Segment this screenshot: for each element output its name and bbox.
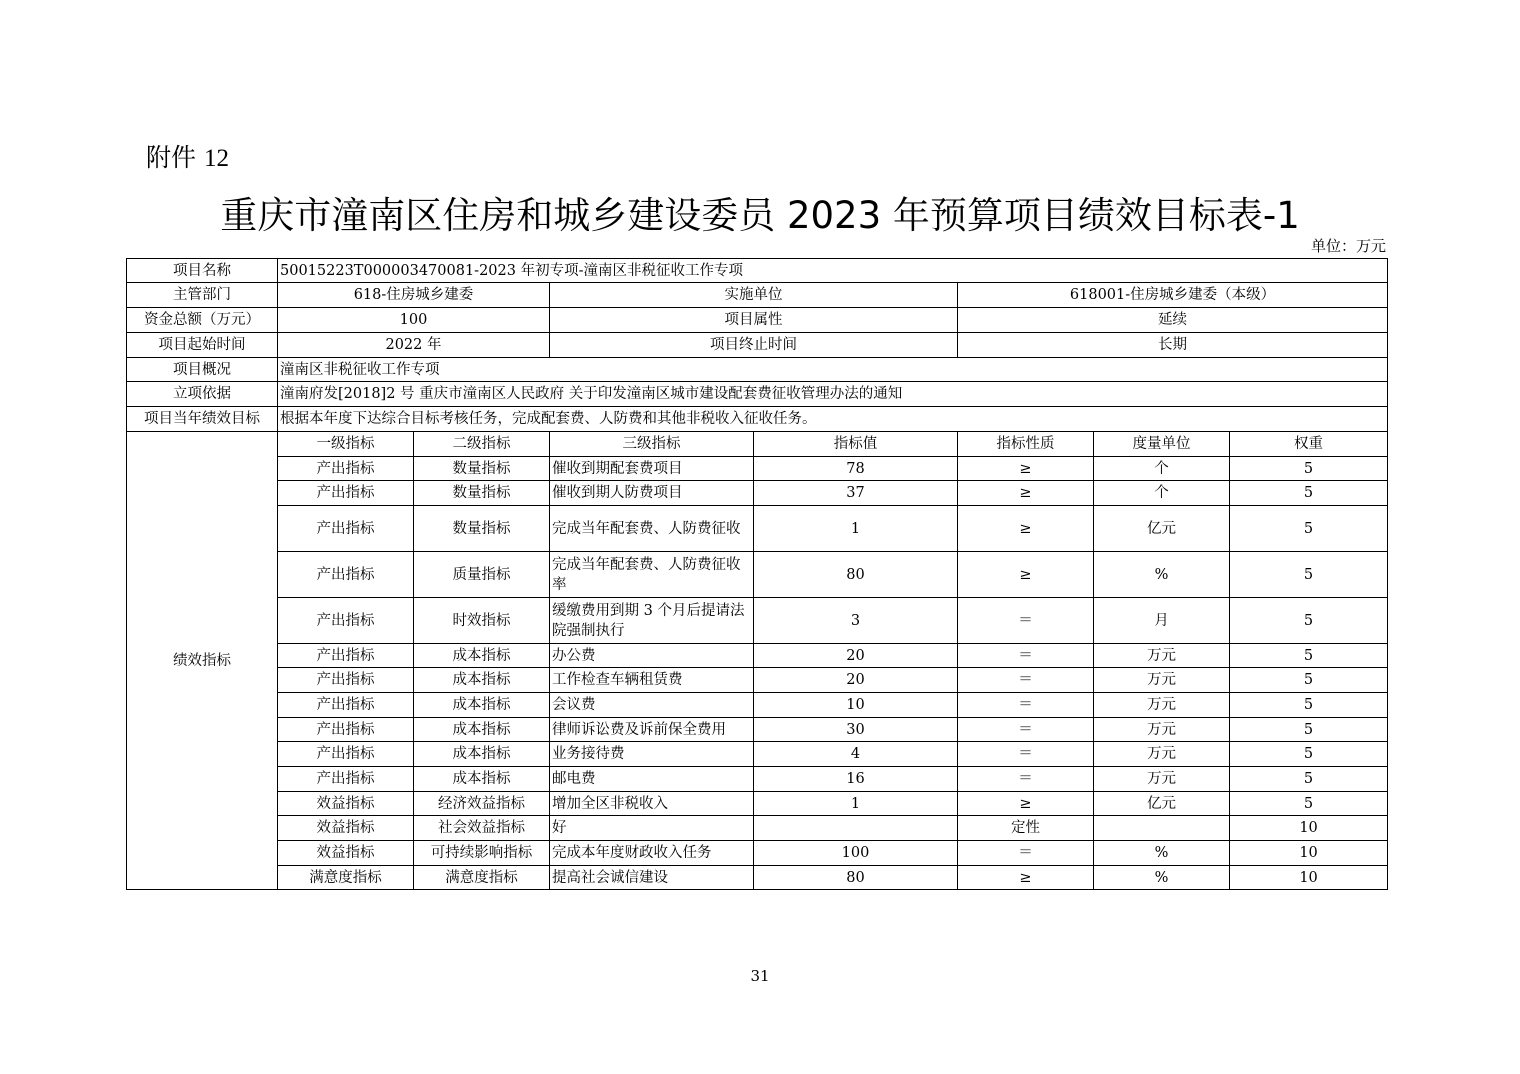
indicator-unit: 万元: [1094, 693, 1230, 718]
attr-label: 项目属性: [550, 308, 958, 333]
indicator-weight: 5: [1230, 457, 1388, 481]
row-project-name: [127, 259, 1388, 283]
indicator-level3: 催收到期配套费项目: [550, 457, 754, 481]
indicator-level3: 好: [550, 816, 754, 841]
table-row: [127, 506, 1388, 552]
indicator-nature: ＝: [958, 693, 1094, 718]
indicator-unit: 万元: [1094, 644, 1230, 668]
row-basis: [127, 382, 1388, 407]
indicator-weight: 5: [1230, 767, 1388, 792]
indicator-weight: 5: [1230, 644, 1388, 668]
indicator-unit: 个: [1094, 457, 1230, 481]
indicator-level2: 成本指标: [414, 767, 550, 792]
indicator-weight: 5: [1230, 506, 1388, 552]
indicator-header-row: [127, 432, 1388, 457]
indicator-value: 10: [754, 693, 958, 718]
indicator-level1: 产出指标: [278, 742, 414, 767]
indicator-level1: 效益指标: [278, 792, 414, 816]
indicator-level2: 可持续影响指标: [414, 841, 550, 866]
indicator-level3: 工作检查车辆租赁费: [550, 668, 754, 693]
indicator-level1: 效益指标: [278, 816, 414, 841]
start-label: 项目起始时间: [127, 333, 278, 358]
indicator-level3: 邮电费: [550, 767, 754, 792]
indicator-level2: 满意度指标: [414, 866, 550, 890]
indicator-level1: 产出指标: [278, 668, 414, 693]
indicator-level2: 成本指标: [414, 718, 550, 742]
indicator-level1: 产出指标: [278, 693, 414, 718]
indicator-level3: 律师诉讼费及诉前保全费用: [550, 718, 754, 742]
indicator-unit: 万元: [1094, 742, 1230, 767]
indicator-unit: 个: [1094, 481, 1230, 506]
indicator-level2: 数量指标: [414, 506, 550, 552]
indicator-level3: 完成本年度财政收入任务: [550, 841, 754, 866]
table-row: [127, 816, 1388, 841]
perf-label: 绩效指标: [127, 432, 278, 890]
indicator-value: 30: [754, 718, 958, 742]
indicator-weight: 5: [1230, 598, 1388, 644]
goal-label: 项目当年绩效目标: [127, 407, 278, 432]
attr-value: 延续: [958, 308, 1388, 333]
indicator-level3: 催收到期人防费项目: [550, 481, 754, 506]
indicator-value: 100: [754, 841, 958, 866]
header-value: 指标值: [754, 432, 958, 457]
indicator-level1: 产出指标: [278, 644, 414, 668]
indicator-level1: 产出指标: [278, 552, 414, 598]
header-level3: 三级指标: [550, 432, 754, 457]
indicator-level3: 提高社会诚信建设: [550, 866, 754, 890]
indicator-nature: ≥: [958, 481, 1094, 506]
indicator-nature: ＝: [958, 742, 1094, 767]
budget-performance-table: [126, 258, 1388, 890]
indicator-unit: 万元: [1094, 767, 1230, 792]
basis-value: 潼南府发[2018]2 号 重庆市潼南区人民政府 关于印发潼南区城市建设配套费征收管理办法的通知: [278, 382, 1388, 407]
indicator-weight: 10: [1230, 816, 1388, 841]
table-row: [127, 718, 1388, 742]
impl-value: 618001-住房城乡建委（本级）: [958, 283, 1388, 308]
indicator-weight: 5: [1230, 742, 1388, 767]
indicator-nature: ＝: [958, 644, 1094, 668]
fund-label: 资金总额（万元）: [127, 308, 278, 333]
indicator-unit: %: [1094, 552, 1230, 598]
indicator-value: 3: [754, 598, 958, 644]
start-value: 2022 年: [278, 333, 550, 358]
indicator-level3: 完成当年配套费、人防费征收率: [550, 552, 754, 598]
indicator-nature: 定性: [958, 816, 1094, 841]
project-name-label: 项目名称: [127, 259, 278, 283]
indicator-unit: 亿元: [1094, 506, 1230, 552]
indicator-unit: 月: [1094, 598, 1230, 644]
indicator-level1: 满意度指标: [278, 866, 414, 890]
indicator-level3: 增加全区非税收入: [550, 792, 754, 816]
indicator-value: 37: [754, 481, 958, 506]
indicator-nature: ＝: [958, 841, 1094, 866]
indicator-level1: 产出指标: [278, 457, 414, 481]
indicator-value: 1: [754, 506, 958, 552]
goal-value: 根据本年度下达综合目标考核任务，完成配套费、人防费和其他非税收入征收任务。: [278, 407, 1388, 432]
indicator-level1: 效益指标: [278, 841, 414, 866]
row-period: [127, 333, 1388, 358]
overview-value: 潼南区非税征收工作专项: [278, 358, 1388, 382]
indicator-level2: 经济效益指标: [414, 792, 550, 816]
end-label: 项目终止时间: [550, 333, 958, 358]
end-value: 长期: [958, 333, 1388, 358]
indicator-nature: ≥: [958, 552, 1094, 598]
indicator-level2: 时效指标: [414, 598, 550, 644]
header-unit: 度量单位: [1094, 432, 1230, 457]
indicator-nature: ≥: [958, 457, 1094, 481]
indicator-nature: ＝: [958, 767, 1094, 792]
table-row: [127, 792, 1388, 816]
indicator-unit: 万元: [1094, 718, 1230, 742]
indicator-level3: 缓缴费用到期 3 个月后提请法院强制执行: [550, 598, 754, 644]
table-row: [127, 693, 1388, 718]
indicator-level3: 办公费: [550, 644, 754, 668]
indicator-weight: 5: [1230, 718, 1388, 742]
indicator-level2: 成本指标: [414, 693, 550, 718]
header-nature: 指标性质: [958, 432, 1094, 457]
basis-label: 立项依据: [127, 382, 278, 407]
header-level2: 二级指标: [414, 432, 550, 457]
indicator-unit: %: [1094, 841, 1230, 866]
indicator-nature: ≥: [958, 866, 1094, 890]
header-weight: 权重: [1230, 432, 1388, 457]
attachment-number: 12: [203, 145, 229, 172]
indicator-level2: 成本指标: [414, 668, 550, 693]
indicator-weight: 10: [1230, 841, 1388, 866]
overview-label: 项目概况: [127, 358, 278, 382]
table-row: [127, 866, 1388, 890]
indicator-nature: ≥: [958, 506, 1094, 552]
indicator-value: 78: [754, 457, 958, 481]
indicator-value: 16: [754, 767, 958, 792]
dept-label: 主管部门: [127, 283, 278, 308]
table-row: [127, 841, 1388, 866]
table-row: [127, 668, 1388, 693]
indicator-value: 20: [754, 668, 958, 693]
impl-label: 实施单位: [550, 283, 958, 308]
page-number: 31: [750, 967, 770, 985]
indicator-level1: 产出指标: [278, 718, 414, 742]
unit-label: 单位：万元: [1310, 237, 1386, 255]
project-name-value: 50015223T000003470081-2023 年初专项-潼南区非税征收工作专项: [278, 259, 1388, 283]
indicator-level3: 完成当年配套费、人防费征收: [550, 506, 754, 552]
page-title: 重庆市潼南区住房和城乡建设委员 2023 年预算项目绩效目标表-1: [220, 194, 1300, 237]
indicator-value: 4: [754, 742, 958, 767]
row-goal: [127, 407, 1388, 432]
header-level1: 一级指标: [278, 432, 414, 457]
indicator-level1: 产出指标: [278, 598, 414, 644]
indicator-level1: 产出指标: [278, 481, 414, 506]
indicator-weight: 10: [1230, 866, 1388, 890]
indicator-level2: 成本指标: [414, 644, 550, 668]
table-row: [127, 767, 1388, 792]
row-department: [127, 283, 1388, 308]
indicator-weight: 5: [1230, 792, 1388, 816]
indicator-level1: 产出指标: [278, 767, 414, 792]
indicator-unit: 万元: [1094, 668, 1230, 693]
table-row: [127, 481, 1388, 506]
indicator-level2: 数量指标: [414, 457, 550, 481]
indicator-nature: ＝: [958, 598, 1094, 644]
indicator-value: 1: [754, 792, 958, 816]
indicator-level2: 社会效益指标: [414, 816, 550, 841]
indicator-unit: [1094, 816, 1230, 841]
indicator-value: 20: [754, 644, 958, 668]
indicator-value: 80: [754, 866, 958, 890]
attachment-prefix: 附件: [146, 143, 197, 172]
indicator-unit: 亿元: [1094, 792, 1230, 816]
indicator-level2: 数量指标: [414, 481, 550, 506]
table-row: [127, 552, 1388, 598]
row-overview: [127, 358, 1388, 382]
fund-value: 100: [278, 308, 550, 333]
attachment-label: [146, 138, 229, 174]
row-fund: [127, 308, 1388, 333]
table-row: [127, 457, 1388, 481]
indicator-weight: 5: [1230, 668, 1388, 693]
indicator-level2: 成本指标: [414, 742, 550, 767]
table-row: [127, 644, 1388, 668]
indicator-unit: %: [1094, 866, 1230, 890]
indicator-value: [754, 816, 958, 841]
indicator-weight: 5: [1230, 693, 1388, 718]
indicator-nature: ＝: [958, 718, 1094, 742]
indicator-level3: 会议费: [550, 693, 754, 718]
table-row: [127, 598, 1388, 644]
indicator-level2: 质量指标: [414, 552, 550, 598]
indicator-nature: ＝: [958, 668, 1094, 693]
indicator-nature: ≥: [958, 792, 1094, 816]
indicator-weight: 5: [1230, 552, 1388, 598]
indicator-value: 80: [754, 552, 958, 598]
indicator-level3: 业务接待费: [550, 742, 754, 767]
indicator-level1: 产出指标: [278, 506, 414, 552]
table-row: [127, 742, 1388, 767]
indicator-weight: 5: [1230, 481, 1388, 506]
dept-value: 618-住房城乡建委: [278, 283, 550, 308]
